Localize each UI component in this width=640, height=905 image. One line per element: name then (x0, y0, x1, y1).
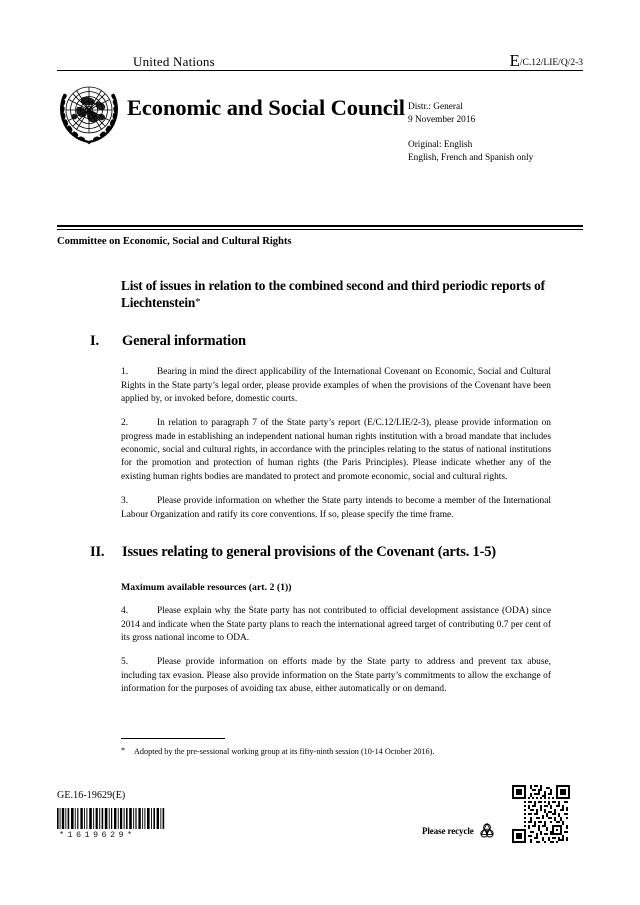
document-symbol-prefix: E (509, 51, 520, 70)
paragraph-number-5: 5. (121, 657, 129, 668)
footnote-text: Adopted by the pre-sessional working group at its fifty-ninth session (10-14 October 2016). (134, 747, 435, 756)
footnote-area (57, 738, 583, 758)
organ-title: Economic and Social Council (127, 95, 405, 120)
distribution-spacer (408, 128, 583, 139)
united-nations-emblem-icon (55, 80, 123, 146)
footnote-entry (121, 746, 583, 758)
barcode-digits: *1619629* (59, 830, 136, 840)
document-masthead (57, 52, 583, 166)
paragraph-number-3: 3. (121, 496, 129, 507)
paragraph-2 (121, 417, 551, 484)
footnote-marker: * (121, 746, 126, 755)
document-symbol-suffix: /C.12/LIE/Q/2-3 (519, 58, 583, 68)
title-footnote-marker: * (195, 295, 201, 308)
footnote-separator-rule (121, 738, 225, 739)
document-symbol (510, 52, 583, 69)
paragraph-3 (121, 495, 551, 522)
divider-thick-line (57, 225, 583, 227)
masthead-body-row (57, 77, 583, 166)
recycle-label: Please recycle (422, 825, 474, 836)
document-title (121, 277, 551, 311)
paragraph-number-1: 1. (121, 367, 129, 378)
section-title-2: Issues relating to general provisions of the Covenant (arts. 1-5) (122, 543, 496, 560)
section-heading-2 (90, 544, 560, 562)
masthead-rule (57, 70, 583, 71)
paragraph-number-4: 4. (121, 606, 129, 617)
document-date: 9 November 2016 (408, 115, 476, 126)
paragraph-text-3: Please provide information on whether the State party intends to become a member of the International Labour Organization and ratify its core conventions. If so, please specify the time frame. (121, 496, 551, 520)
barcode-block (57, 808, 165, 840)
organization-name: United Nations (133, 53, 215, 69)
paragraph-number-2: 2. (121, 418, 129, 429)
subsection-heading-1: Maximum available resources (art. 2 (1)) (121, 581, 292, 593)
distribution-block (408, 77, 583, 166)
section-divider-rule (57, 225, 583, 230)
document-qr-code-icon (512, 785, 570, 843)
paragraph-1 (121, 366, 551, 406)
paragraph-5 (121, 656, 551, 696)
recycle-notice (422, 822, 496, 839)
committee-name: Committee on Economic, Social and Cultural Rights (57, 236, 292, 247)
divider-thin-line (57, 229, 583, 230)
document-title-text: List of issues in relation to the combined second and third periodic reports of Liechtenstein (121, 277, 545, 310)
masthead-top-row (57, 52, 583, 70)
section-numeral-1: I. (90, 332, 99, 349)
available-languages: English, French and Spanish only (408, 153, 534, 164)
document-barcode-icon (57, 808, 165, 829)
distribution-type: Distr.: General (408, 102, 463, 112)
recycle-icon (478, 822, 496, 839)
section-title-1: General information (122, 332, 246, 349)
qr-code-block (512, 785, 570, 843)
original-language: Original: English (408, 139, 473, 150)
document-body (57, 236, 583, 696)
ge-code: GE.16-19629(E) (57, 790, 126, 801)
section-numeral-2: II. (90, 543, 105, 560)
document-footer (57, 790, 583, 840)
paragraph-text-2: In relation to paragraph 7 of the State party’s report (E/C.12/LIE/2-3), please provide information on progress made in establishing an independent national human rights institution with a broad mandate that includes economic, social and cultural rights, in accordance with the principles relating to the status of national institutions for the promotion and protection of human rights (the Paris Principles). Please indicate whether any of the existing human rights bodies are mandated to protect and promote economic, social and cultural rights. (121, 418, 551, 482)
paragraph-text-5: Please provide information on efforts made by the State party to address and prevent tax abuse, including tax evasion. Please also provide information on the State party’s commitments to allow the exchange of information for the purposes of avoiding tax abuse, either automatically or on demand. (121, 657, 551, 694)
paragraph-4 (121, 605, 551, 645)
paragraph-text-1: Bearing in mind the direct applicability of the International Covenant on Economic, Social and Cultural Rights in the State party’s legal order, please provide examples of when the provisions of the Covenant have been applied by, or invoked before, domestic courts. (121, 367, 551, 405)
section-heading-1 (90, 333, 560, 351)
paragraph-text-4: Please explain why the State party has not contributed to official development assistance (ODA) since 2014 and indicate when the State party plans to reach the international agreed target of contributing 0.7 per cent of its gross national income to ODA. (121, 606, 551, 643)
